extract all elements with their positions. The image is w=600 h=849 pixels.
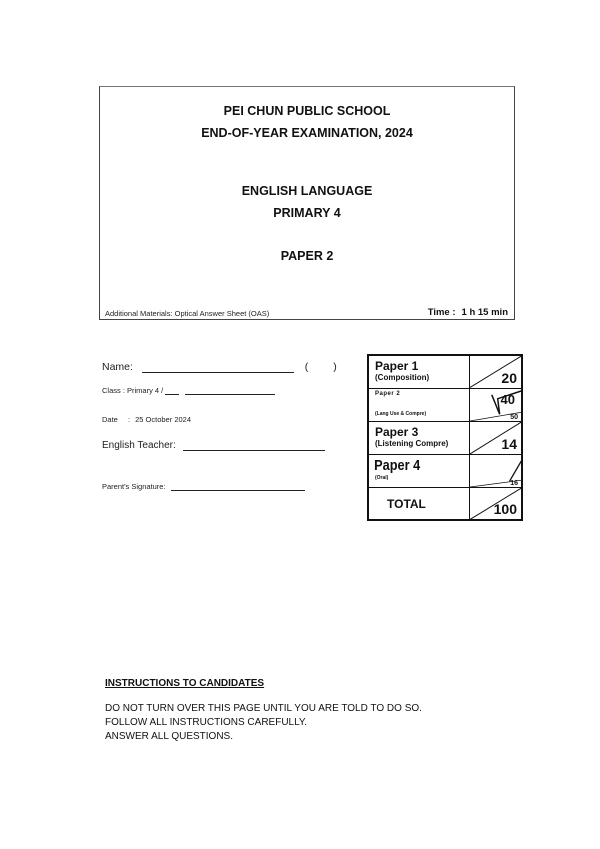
teacher-field [102, 440, 325, 451]
parent-signature-line[interactable] [171, 490, 305, 491]
paper1-label-cell [368, 355, 469, 388]
paper3-max: 14 [501, 435, 517, 452]
instruction-line: DO NOT TURN OVER THIS PAGE UNTIL YOU ARE TOLD TO DO SO. [105, 703, 422, 714]
paper4-title: Paper 4 [374, 456, 421, 474]
name-input-line[interactable] [142, 372, 294, 373]
paper1-max: 20 [501, 369, 517, 386]
instruction-line: FOLLOW ALL INSTRUCTIONS CAREFULLY. [105, 717, 308, 728]
parent-signature-label: Parent's Signature: [102, 482, 166, 491]
date-value: 25 October 2024 [135, 415, 191, 424]
paper4-subtitle: (Oral) [375, 474, 389, 481]
paper3-subtitle: (Listening Compre) [375, 438, 449, 448]
class-input-line[interactable] [165, 394, 179, 395]
school-name: PEI CHUN PUBLIC SCHOOL [223, 104, 391, 118]
total-max: 100 [493, 501, 517, 517]
teacher-label: English Teacher: [102, 440, 176, 451]
class-field [102, 386, 275, 395]
total-mark-cell[interactable] [469, 487, 522, 520]
total-label-cell [368, 487, 469, 520]
name-field [102, 361, 337, 373]
paper2-max: 50 [510, 413, 518, 421]
score-row-paper3 [368, 421, 522, 454]
date-field [102, 415, 191, 424]
score-row-paper2 [368, 388, 522, 421]
exam-title: END-OF-YEAR EXAMINATION, 2024 [201, 126, 413, 140]
paper1-mark-cell[interactable] [469, 355, 522, 388]
paper2-subtitle: (Lang Use & Compre) [375, 410, 427, 417]
paper1-subtitle: (Composition) [375, 373, 430, 382]
instruction-line: ANSWER ALL QUESTIONS. [105, 731, 233, 742]
paper2-label-cell [368, 388, 469, 421]
paper2-score: 40 [500, 391, 515, 407]
index-close: ) [333, 361, 337, 373]
score-row-total [368, 487, 522, 520]
paper2-mark-cell[interactable] [469, 388, 522, 421]
class-label: Class : Primary 4 / [102, 386, 164, 395]
class-extra-line[interactable] [185, 394, 275, 395]
score-table [367, 354, 523, 521]
date-sep: : [127, 415, 131, 424]
date-label: Date [102, 415, 118, 424]
index-open: ( [304, 361, 309, 373]
total-label: TOTAL [387, 496, 426, 511]
time-label: Time : [427, 307, 456, 318]
exam-header-box [99, 86, 515, 320]
paper2-title: Paper 2 [375, 390, 401, 397]
score-row-paper4 [368, 454, 522, 487]
paper3-title: Paper 3 [375, 424, 419, 439]
paper3-label-cell [368, 421, 469, 454]
paper1-title: Paper 1 [375, 359, 419, 373]
paper4-mark-cell[interactable] [469, 454, 522, 487]
instructions-heading: INSTRUCTIONS TO CANDIDATES [105, 678, 265, 689]
subject-title: ENGLISH LANGUAGE [241, 184, 373, 198]
name-label: Name: [102, 361, 133, 373]
additional-materials: Additional Materials: Optical Answer Sheet (OAS) [105, 309, 270, 318]
time-allowed [428, 307, 508, 318]
teacher-input-line[interactable] [183, 450, 325, 451]
paper4-max: 16 [510, 479, 518, 487]
parent-signature-field [102, 482, 305, 491]
paper-title: PAPER 2 [280, 249, 334, 263]
paper3-mark-cell[interactable] [469, 421, 522, 454]
score-row-paper1 [368, 355, 522, 388]
level-title: PRIMARY 4 [273, 206, 341, 220]
paper4-label-cell [368, 454, 469, 487]
time-value: 1 h 15 min [461, 307, 508, 318]
